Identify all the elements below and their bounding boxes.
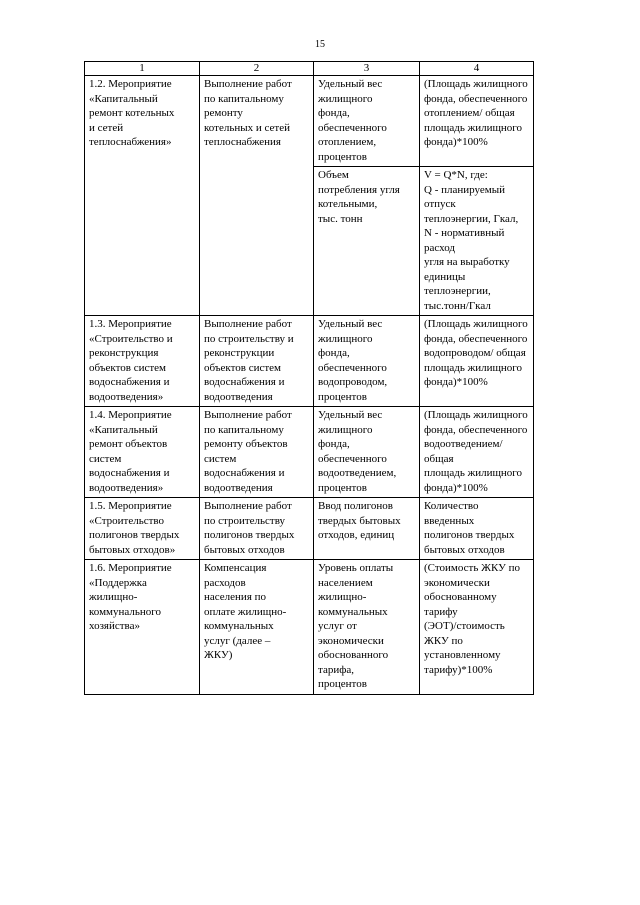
indicator-formula-cell: (Площадь жилищного фонда, обеспеченного водопроводом/ общая площадь жилищного фонда)*100% bbox=[420, 316, 534, 407]
indicator-formula-cell: (Стоимость ЖКУ по экономически обоснованному тарифу (ЭОТ)/стоимость ЖКУ по установленному тарифу)*100% bbox=[420, 560, 534, 695]
table-row bbox=[85, 316, 534, 407]
column-header: 2 bbox=[200, 62, 314, 76]
table-row bbox=[85, 560, 534, 695]
event-cell: 1.2. Мероприятие «Капитальный ремонт котельных и сетей теплоснабжения» bbox=[85, 76, 200, 316]
column-header: 4 bbox=[420, 62, 534, 76]
indicator-name-cell: Ввод полигонов твердых бытовых отходов, единиц bbox=[314, 498, 420, 560]
event-cell: 1.5. Мероприятие «Строительство полигонов твердых бытовых отходов» bbox=[85, 498, 200, 560]
event-cell: 1.6. Мероприятие «Поддержка жилищно- коммунального хозяйства» bbox=[85, 560, 200, 695]
description-cell: Выполнение работ по строительству полигонов твердых бытовых отходов bbox=[200, 498, 314, 560]
event-cell: 1.4. Мероприятие «Капитальный ремонт объектов систем водоснабжения и водоотведения» bbox=[85, 407, 200, 498]
indicator-formula-cell: Количество введенных полигонов твердых бытовых отходов bbox=[420, 498, 534, 560]
page-number: 15 bbox=[315, 39, 325, 50]
indicator-formula-cell: (Площадь жилищного фонда, обеспеченного отоплением/ общая площадь жилищного фонда)*100% bbox=[420, 76, 534, 167]
indicator-name-cell: Объем потребления угля котельными, тыс. тонн bbox=[314, 167, 420, 316]
indicator-name-cell: Удельный вес жилищного фонда, обеспеченного отоплением, процентов bbox=[314, 76, 420, 167]
indicator-name-cell: Удельный вес жилищного фонда, обеспеченного водопроводом, процентов bbox=[314, 316, 420, 407]
description-cell: Выполнение работ по капитальному ремонту котельных и сетей теплоснабжения bbox=[200, 76, 314, 316]
indicator-name-cell: Уровень оплаты населением жилищно- коммунальных услуг от экономически обоснованного тарифа, процентов bbox=[314, 560, 420, 695]
event-cell: 1.3. Мероприятие «Строительство и реконструкция объектов систем водоснабжения и водоотведения» bbox=[85, 316, 200, 407]
column-header: 1 bbox=[85, 62, 200, 76]
table-row bbox=[85, 407, 534, 498]
description-cell: Выполнение работ по капитальному ремонту объектов систем водоснабжения и водоотведения bbox=[200, 407, 314, 498]
table-row bbox=[85, 498, 534, 560]
column-header: 3 bbox=[314, 62, 420, 76]
indicator-name-cell: Удельный вес жилищного фонда, обеспеченного водоотведением, процентов bbox=[314, 407, 420, 498]
description-cell: Компенсация расходов населения по оплате жилищно- коммунальных услуг (далее – ЖКУ) bbox=[200, 560, 314, 695]
description-cell: Выполнение работ по строительству и реконструкции объектов систем водоснабжения и водоотведения bbox=[200, 316, 314, 407]
indicator-formula-cell: (Площадь жилищного фонда, обеспеченного водоотведением/ общая площадь жилищного фонда)*100% bbox=[420, 407, 534, 498]
header-row bbox=[85, 62, 534, 76]
table-row bbox=[85, 76, 534, 167]
indicators-table bbox=[84, 61, 534, 695]
indicator-formula-cell: V = Q*N, где: Q - планируемый отпуск теплоэнергии, Гкал, N - нормативный расход угля на выработку единицы теплоэнергии, тыс.тонн/Гкал bbox=[420, 167, 534, 316]
